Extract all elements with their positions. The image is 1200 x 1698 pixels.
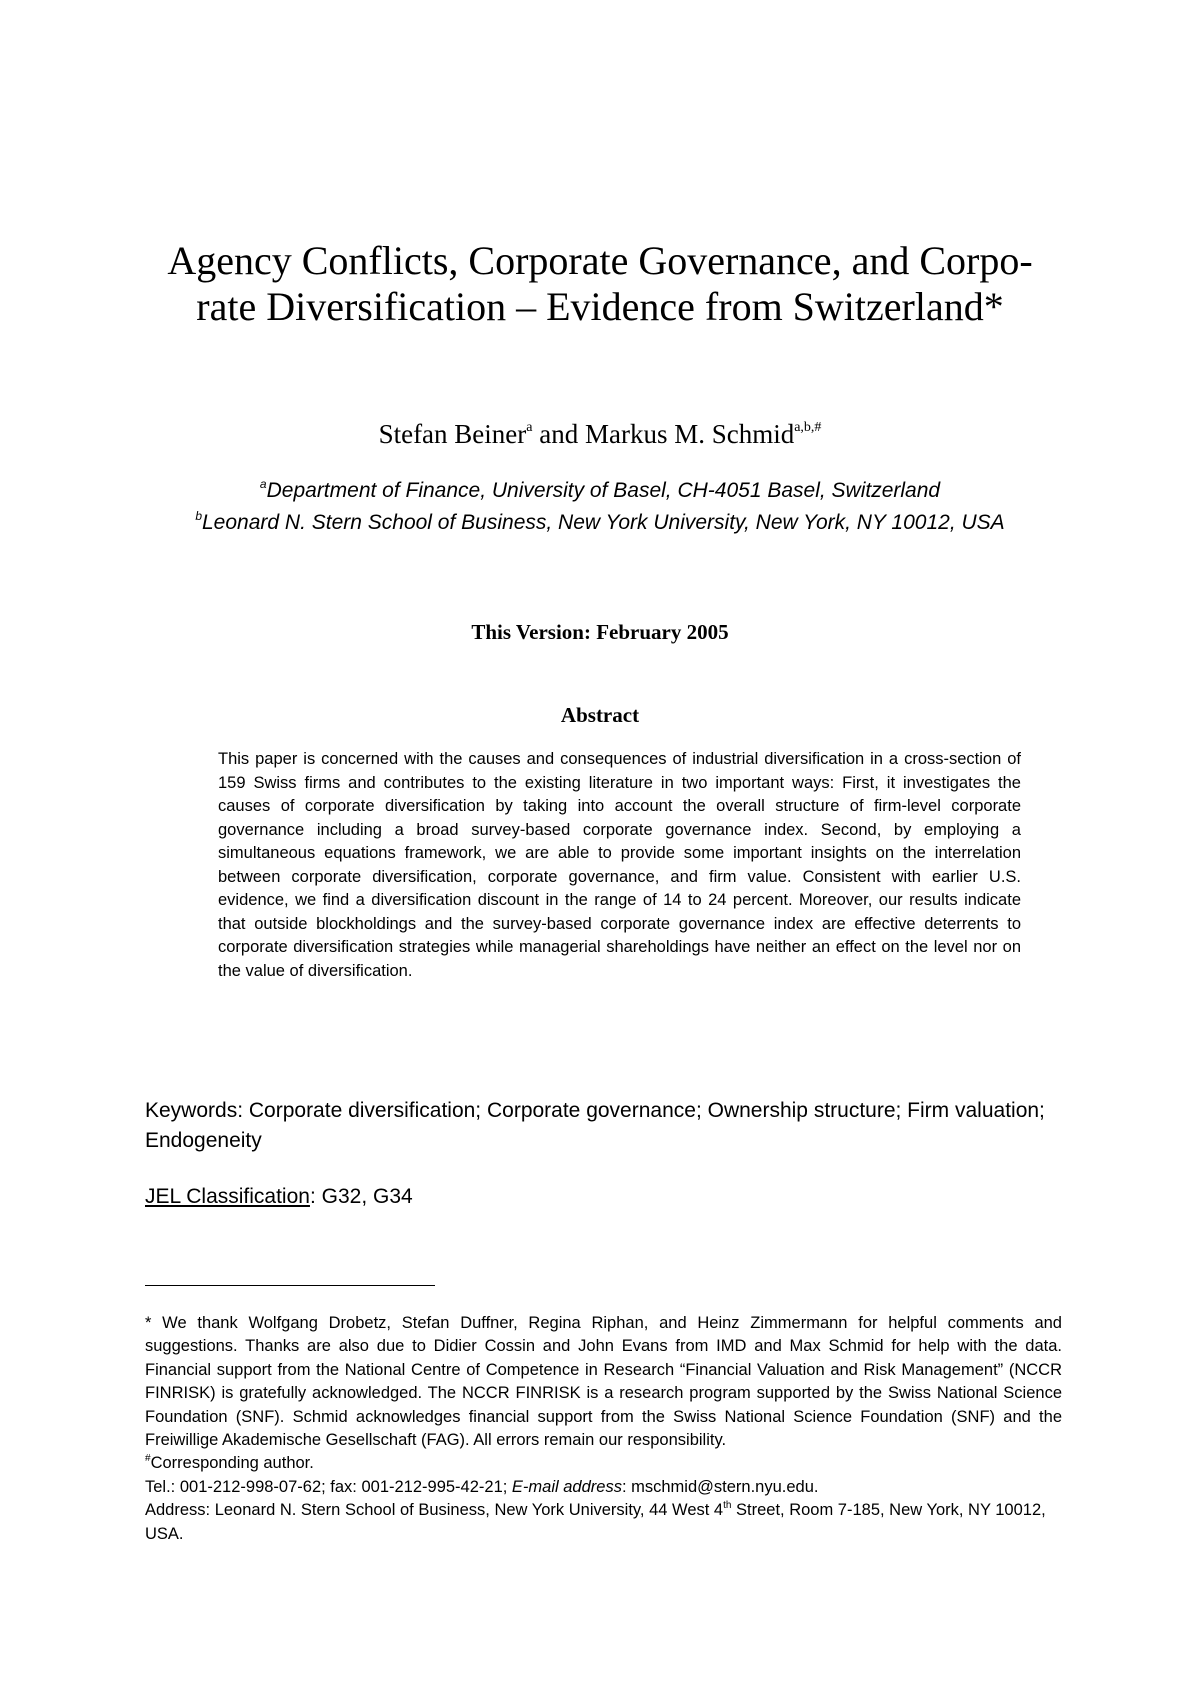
footnotes (145, 1312, 1062, 1546)
corresponding-author-note (145, 1452, 1062, 1475)
author-1-affiliation-mark: a (526, 420, 533, 435)
jel-classification (145, 1182, 945, 1212)
corresponding-text: Corresponding author. (150, 1454, 314, 1473)
version-date: This Version: February 2005 (471, 620, 729, 644)
affiliation-a-mark: a (259, 477, 267, 491)
contact-phone: Tel.: 001-212-998-07-62; fax: 001-212-995-42-21; (145, 1477, 512, 1496)
author-conjunction: and (532, 419, 585, 449)
abstract-heading: Abstract (560, 703, 640, 727)
author-2-name: Markus M. Schmid (584, 419, 795, 449)
affiliation-b (100, 507, 1100, 539)
contact-line (145, 1476, 1062, 1499)
affiliation-a (100, 475, 1100, 507)
author-2-affiliation-mark: a,b,# (794, 420, 822, 435)
address-line (145, 1499, 1062, 1546)
corresponding-mark: # (145, 1453, 151, 1465)
affiliations (100, 475, 1100, 539)
affiliation-b-mark: b (195, 509, 202, 523)
email-label: E-mail address (511, 1477, 622, 1496)
abstract-text: This paper is concerned with the causes and consequences of industrial diversification in a cross-section of 159 Swiss firms and contributes to the existing literature in two important ways: First, it investigates the causes of corporate diversification by taking into account the overall structure of firm-level corporate governance including a broad survey-based corporate governance index. Second, by employing a simultaneous equations framework, we are able to provide some important insights on the interrelation between corporate diversification, corporate governance, and firm value. Consistent with earlier U.S. evidence, we find a diversification discount in the range of 14 to 24 percent. Moreover, our results indicate that outside blockholdings and the survey-based corporate governance index are effective deterrents to corporate diversification strategies while managerial shareholdings have neither an effect on the level nor on the value of diversification. (218, 750, 1021, 980)
paper-title (100, 238, 1100, 330)
footnote-rule (145, 1285, 435, 1286)
title-line-2: rate Diversification – Evidence from Switzerland* (196, 284, 1004, 329)
title-line-1: Agency Conflicts, Corporate Governance, and Corpo- (167, 238, 1033, 283)
address-part-1: Address: Leonard N. Stern School of Business, New York University, 44 West 4 (145, 1501, 724, 1520)
acknowledgement-footnote: * We thank Wolfgang Drobetz, Stefan Duffner, Regina Riphan, and Heinz Zimmermann for helpful comments and suggestions. Thanks are also due to Didier Cossin and John Evans from IMD and Max Schmid for help with the data. Financial support from the National Centre of Competence in Research “Financial Valuation and Risk Management” (NCCR FINRISK) is gratefully acknowledged. The NCCR FINRISK is a research program supported by the Swiss National Science Foundation (SNF). Schmid acknowledges financial support from the Swiss National Science Foundation (SNF) and the Freiwillige Akademische Gesellschaft (FAG). All errors remain our responsibility. (145, 1314, 1062, 1450)
email-address: : mschmid@stern.nyu.edu. (621, 1477, 819, 1496)
affiliation-b-text: Leonard N. Stern School of Business, New York University, New York, NY 10012, USA (202, 511, 1005, 534)
author-1-name: Stefan Beiner (378, 419, 527, 449)
author-line (100, 418, 1100, 450)
affiliation-a-text: Department of Finance, University of Basel, CH-4051 Basel, Switzerland (266, 479, 941, 502)
jel-label: JEL Classification (145, 1185, 310, 1208)
address-ordinal-suffix: th (723, 1500, 732, 1512)
address-part-2: Street, Room 7-185, New York, NY 10012, USA. (145, 1501, 1046, 1543)
keywords: Keywords: Corporate diversification; Corporate governance; Ownership structure; Firm valuation; Endogeneity (145, 1099, 1045, 1152)
jel-codes: : G32, G34 (309, 1185, 413, 1208)
